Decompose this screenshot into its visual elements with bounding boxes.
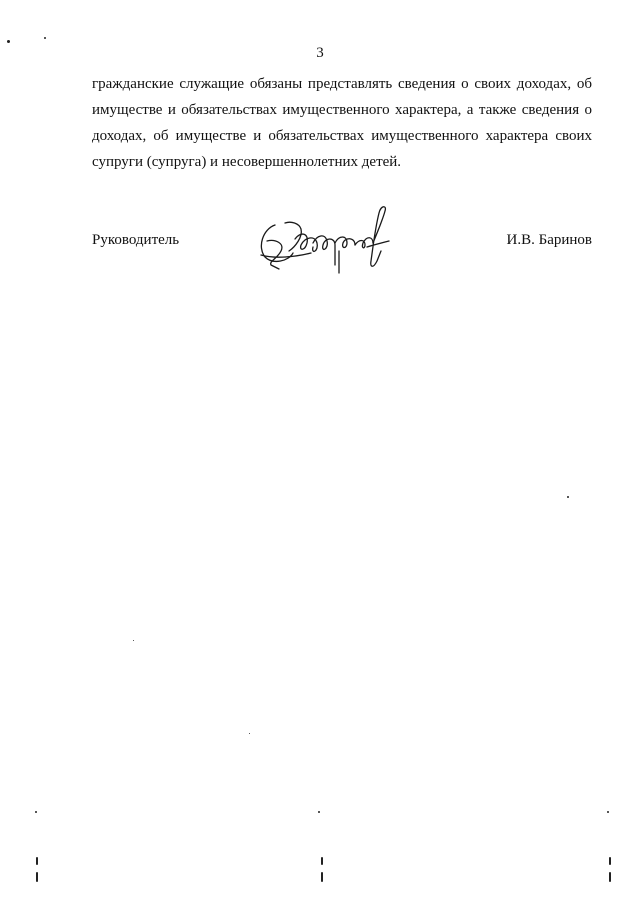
- body-paragraph: [92, 71, 592, 175]
- signer-title: Руководитель: [92, 232, 180, 248]
- paragraph-line: гражданские служащие обязаны представлять сведения о своих доходах, об: [92, 76, 592, 92]
- scan-tick-mark: [321, 872, 323, 882]
- page-number: 3: [316, 45, 324, 61]
- scan-speck: [44, 37, 46, 39]
- scan-tick-mark: [609, 872, 611, 882]
- paragraph-line: супруги (супруга) и несовершеннолетних детей.: [92, 154, 402, 170]
- signer-name: И.В. Баринов: [506, 232, 592, 248]
- scan-speck: [249, 733, 250, 734]
- scan-tick-mark: [36, 872, 38, 882]
- scan-tick-mark: [36, 857, 38, 865]
- handwritten-signature: [255, 203, 405, 293]
- scan-speck: [318, 811, 320, 813]
- scan-speck: [7, 40, 10, 43]
- scan-speck: [567, 496, 569, 498]
- signature-block: [92, 229, 592, 299]
- paragraph-line: имуществе и обязательствах имущественного характера, а также сведения о: [92, 102, 592, 118]
- scan-tick-mark: [321, 857, 323, 865]
- scan-speck: [35, 811, 37, 813]
- scan-speck: [607, 811, 609, 813]
- scan-speck: [133, 640, 134, 641]
- paragraph-line: доходах, об имуществе и обязательствах имущественного характера своих: [92, 128, 592, 144]
- scan-tick-mark: [609, 857, 611, 865]
